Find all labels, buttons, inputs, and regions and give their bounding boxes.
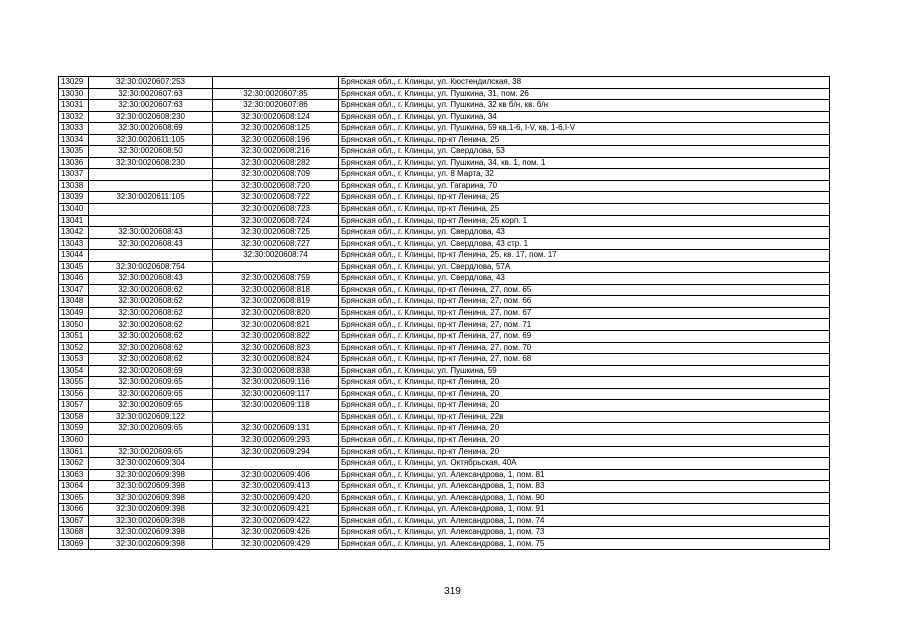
table-row bbox=[59, 377, 830, 389]
row-number-cell: 13054 bbox=[59, 365, 89, 377]
parcel-cadastral-cell: 32:30:0020608:43 bbox=[89, 227, 213, 239]
parcel-cadastral-cell: 32:30:0020608:62 bbox=[89, 319, 213, 331]
address-cell: Брянская обл., г. Клинцы, пр-кт Ленина, 25 bbox=[339, 192, 830, 204]
address-cell: Брянская обл., г. Клинцы, ул. Пушкина, 59 bbox=[339, 365, 830, 377]
table-row bbox=[59, 169, 830, 181]
object-cadastral-cell: 32:30:0020608:727 bbox=[213, 238, 339, 250]
table-row bbox=[59, 261, 830, 273]
parcel-cadastral-cell bbox=[89, 204, 213, 216]
row-number-cell: 13068 bbox=[59, 527, 89, 539]
table-row bbox=[59, 423, 830, 435]
address-cell: Брянская обл., г. Клинцы, ул. Пушкина, 59 кв.1-6, I-V, кв. 1-6,I-V bbox=[339, 123, 830, 135]
table-row bbox=[59, 146, 830, 158]
table-row bbox=[59, 88, 830, 100]
object-cadastral-cell: 32:30:0020608:709 bbox=[213, 169, 339, 181]
page-number: 319 bbox=[444, 586, 461, 597]
row-number-cell: 13044 bbox=[59, 250, 89, 262]
address-cell: Брянская обл., г. Клинцы, пр-кт Ленина, 25 корп. 1 bbox=[339, 215, 830, 227]
parcel-cadastral-cell: 32:30:0020609:65 bbox=[89, 377, 213, 389]
object-cadastral-cell bbox=[213, 261, 339, 273]
address-cell: Брянская обл., г. Клинцы, ул. 8 Марта, 32 bbox=[339, 169, 830, 181]
object-cadastral-cell: 32:30:0020607:86 bbox=[213, 100, 339, 112]
table-row bbox=[59, 100, 830, 112]
row-number-cell: 13065 bbox=[59, 492, 89, 504]
row-number-cell: 13043 bbox=[59, 238, 89, 250]
object-cadastral-cell: 32:30:0020609:429 bbox=[213, 538, 339, 550]
address-cell: Брянская обл., г. Клинцы, ул. Свердлова, 57А bbox=[339, 261, 830, 273]
parcel-cadastral-cell: 32:30:0020608:62 bbox=[89, 307, 213, 319]
address-cell: Брянская обл., г. Клинцы, ул. Александрова, 1, пом. 91 bbox=[339, 504, 830, 516]
row-number-cell: 13056 bbox=[59, 388, 89, 400]
parcel-cadastral-cell: 32:30:0020608:69 bbox=[89, 123, 213, 135]
address-cell: Брянская обл., г. Клинцы, пр-кт Ленина, 27, пом. 69 bbox=[339, 331, 830, 343]
object-cadastral-cell: 32:30:0020609:131 bbox=[213, 423, 339, 435]
parcel-cadastral-cell: 32:30:0020607:63 bbox=[89, 100, 213, 112]
row-number-cell: 13051 bbox=[59, 331, 89, 343]
registry-table-body bbox=[59, 77, 830, 550]
address-cell: Брянская обл., г. Клинцы, пр-кт Ленина, 25 bbox=[339, 204, 830, 216]
table-row bbox=[59, 400, 830, 412]
object-cadastral-cell: 32:30:0020608:823 bbox=[213, 342, 339, 354]
object-cadastral-cell: 32:30:0020609:406 bbox=[213, 469, 339, 481]
address-cell: Брянская обл., г. Клинцы, пр-кт Ленина, 22в bbox=[339, 411, 830, 423]
table-row bbox=[59, 492, 830, 504]
table-row bbox=[59, 307, 830, 319]
parcel-cadastral-cell: 32:30:0020607:63 bbox=[89, 88, 213, 100]
row-number-cell: 13033 bbox=[59, 123, 89, 135]
address-cell: Брянская обл., г. Клинцы, пр-кт Ленина, 27, пом. 71 bbox=[339, 319, 830, 331]
row-number-cell: 13057 bbox=[59, 400, 89, 412]
table-row bbox=[59, 238, 830, 250]
row-number-cell: 13049 bbox=[59, 307, 89, 319]
table-row bbox=[59, 354, 830, 366]
object-cadastral-cell: 32:30:0020609:421 bbox=[213, 504, 339, 516]
address-cell: Брянская обл., г. Клинцы, пр-кт Ленина, 25 bbox=[339, 134, 830, 146]
table-row bbox=[59, 296, 830, 308]
parcel-cadastral-cell: 32:30:0020607:253 bbox=[89, 77, 213, 89]
object-cadastral-cell bbox=[213, 458, 339, 470]
parcel-cadastral-cell: 32:30:0020609:398 bbox=[89, 481, 213, 493]
address-cell: Брянская обл., г. Клинцы, ул. Пушкина, 34 bbox=[339, 111, 830, 123]
address-cell: Брянская обл., г. Клинцы, ул. Александрова, 1, пом. 74 bbox=[339, 515, 830, 527]
address-cell: Брянская обл., г. Клинцы, пр-кт Ленина, 27, пом. 70 bbox=[339, 342, 830, 354]
table-row bbox=[59, 527, 830, 539]
parcel-cadastral-cell: 32:30:0020609:304 bbox=[89, 458, 213, 470]
parcel-cadastral-cell: 32:30:0020609:398 bbox=[89, 469, 213, 481]
row-number-cell: 13066 bbox=[59, 504, 89, 516]
address-cell: Брянская обл., г. Клинцы, ул. Свердлова, 43 стр. 1 bbox=[339, 238, 830, 250]
parcel-cadastral-cell: 32:30:0020609:122 bbox=[89, 411, 213, 423]
table-row bbox=[59, 538, 830, 550]
table-row bbox=[59, 319, 830, 331]
table-row bbox=[59, 469, 830, 481]
parcel-cadastral-cell: 32:30:0020609:398 bbox=[89, 527, 213, 539]
address-cell: Брянская обл., г. Клинцы, ул. Гагарина, 70 bbox=[339, 180, 830, 192]
object-cadastral-cell: 32:30:0020608:723 bbox=[213, 204, 339, 216]
object-cadastral-cell: 32:30:0020608:838 bbox=[213, 365, 339, 377]
table-row bbox=[59, 342, 830, 354]
row-number-cell: 13053 bbox=[59, 354, 89, 366]
object-cadastral-cell bbox=[213, 411, 339, 423]
parcel-cadastral-cell: 32:30:0020608:69 bbox=[89, 365, 213, 377]
parcel-cadastral-cell: 32:30:0020608:50 bbox=[89, 146, 213, 158]
table-row bbox=[59, 481, 830, 493]
address-cell: Брянская обл., г. Клинцы, ул. Пушкина, 31, пом. 26 bbox=[339, 88, 830, 100]
parcel-cadastral-cell bbox=[89, 250, 213, 262]
table-row bbox=[59, 204, 830, 216]
address-cell: Брянская обл., г. Клинцы, пр-кт Ленина, 20 bbox=[339, 388, 830, 400]
address-cell: Брянская обл., г. Клинцы, пр-кт Ленина, 20 bbox=[339, 423, 830, 435]
object-cadastral-cell: 32:30:0020608:196 bbox=[213, 134, 339, 146]
parcel-cadastral-cell: 32:30:0020608:62 bbox=[89, 354, 213, 366]
address-cell: Брянская обл., г. Клинцы, ул. Александрова, 1, пом. 75 bbox=[339, 538, 830, 550]
address-cell: Брянская обл., г. Клинцы, ул. Свердлова, 43 bbox=[339, 227, 830, 239]
table-row bbox=[59, 180, 830, 192]
row-number-cell: 13058 bbox=[59, 411, 89, 423]
address-cell: Брянская обл., г. Клинцы, ул. Александрова, 1, пом. 83 bbox=[339, 481, 830, 493]
object-cadastral-cell: 32:30:0020608:720 bbox=[213, 180, 339, 192]
table-row bbox=[59, 388, 830, 400]
address-cell: Брянская обл., г. Клинцы, ул. Свердлова, 53 bbox=[339, 146, 830, 158]
object-cadastral-cell: 32:30:0020608:124 bbox=[213, 111, 339, 123]
object-cadastral-cell: 32:30:0020608:725 bbox=[213, 227, 339, 239]
table-row bbox=[59, 77, 830, 89]
object-cadastral-cell: 32:30:0020609:413 bbox=[213, 481, 339, 493]
row-number-cell: 13061 bbox=[59, 446, 89, 458]
parcel-cadastral-cell: 32:30:0020611:105 bbox=[89, 192, 213, 204]
object-cadastral-cell: 32:30:0020609:118 bbox=[213, 400, 339, 412]
registry-table bbox=[58, 76, 830, 550]
parcel-cadastral-cell: 32:30:0020608:43 bbox=[89, 238, 213, 250]
row-number-cell: 13064 bbox=[59, 481, 89, 493]
table-row bbox=[59, 434, 830, 446]
object-cadastral-cell: 32:30:0020609:294 bbox=[213, 446, 339, 458]
table-row bbox=[59, 458, 830, 470]
parcel-cadastral-cell bbox=[89, 215, 213, 227]
table-row bbox=[59, 331, 830, 343]
address-cell: Брянская обл., г. Клинцы, ул. Пушкина, 32 кв б/н, кв. б/н bbox=[339, 100, 830, 112]
object-cadastral-cell: 32:30:0020608:125 bbox=[213, 123, 339, 135]
parcel-cadastral-cell: 32:30:0020609:65 bbox=[89, 423, 213, 435]
row-number-cell: 13047 bbox=[59, 284, 89, 296]
address-cell: Брянская обл., г. Клинцы, пр-кт Ленина, 25, кв. 17, пом. 17 bbox=[339, 250, 830, 262]
object-cadastral-cell: 32:30:0020609:117 bbox=[213, 388, 339, 400]
row-number-cell: 13030 bbox=[59, 88, 89, 100]
address-cell: Брянская обл., г. Клинцы, пр-кт Ленина, 20 bbox=[339, 400, 830, 412]
address-cell: Брянская обл., г. Клинцы, ул. Кюстендилская, 38 bbox=[339, 77, 830, 89]
address-cell: Брянская обл., г. Клинцы, пр-кт Ленина, 27, пом. 68 bbox=[339, 354, 830, 366]
row-number-cell: 13034 bbox=[59, 134, 89, 146]
row-number-cell: 13035 bbox=[59, 146, 89, 158]
row-number-cell: 13038 bbox=[59, 180, 89, 192]
parcel-cadastral-cell bbox=[89, 434, 213, 446]
row-number-cell: 13032 bbox=[59, 111, 89, 123]
parcel-cadastral-cell: 32:30:0020609:398 bbox=[89, 492, 213, 504]
table-row bbox=[59, 515, 830, 527]
parcel-cadastral-cell bbox=[89, 169, 213, 181]
object-cadastral-cell: 32:30:0020608:759 bbox=[213, 273, 339, 285]
object-cadastral-cell bbox=[213, 77, 339, 89]
object-cadastral-cell: 32:30:0020609:426 bbox=[213, 527, 339, 539]
parcel-cadastral-cell: 32:30:0020609:65 bbox=[89, 446, 213, 458]
row-number-cell: 13048 bbox=[59, 296, 89, 308]
table-row bbox=[59, 134, 830, 146]
table-row bbox=[59, 446, 830, 458]
address-cell: Брянская обл., г. Клинцы, ул. Свердлова, 43 bbox=[339, 273, 830, 285]
row-number-cell: 13039 bbox=[59, 192, 89, 204]
table-row bbox=[59, 123, 830, 135]
row-number-cell: 13069 bbox=[59, 538, 89, 550]
address-cell: Брянская обл., г. Клинцы, пр-кт Ленина, 20 bbox=[339, 434, 830, 446]
table-row bbox=[59, 215, 830, 227]
row-number-cell: 13042 bbox=[59, 227, 89, 239]
table-row bbox=[59, 411, 830, 423]
table-row bbox=[59, 250, 830, 262]
row-number-cell: 13029 bbox=[59, 77, 89, 89]
row-number-cell: 13037 bbox=[59, 169, 89, 181]
row-number-cell: 13045 bbox=[59, 261, 89, 273]
row-number-cell: 13046 bbox=[59, 273, 89, 285]
row-number-cell: 13067 bbox=[59, 515, 89, 527]
row-number-cell: 13040 bbox=[59, 204, 89, 216]
table-row bbox=[59, 273, 830, 285]
table-row bbox=[59, 157, 830, 169]
row-number-cell: 13055 bbox=[59, 377, 89, 389]
object-cadastral-cell: 32:30:0020608:821 bbox=[213, 319, 339, 331]
parcel-cadastral-cell: 32:30:0020609:65 bbox=[89, 388, 213, 400]
row-number-cell: 13062 bbox=[59, 458, 89, 470]
table-row bbox=[59, 504, 830, 516]
table-row bbox=[59, 227, 830, 239]
row-number-cell: 13060 bbox=[59, 434, 89, 446]
object-cadastral-cell: 32:30:0020608:820 bbox=[213, 307, 339, 319]
object-cadastral-cell: 32:30:0020608:818 bbox=[213, 284, 339, 296]
table-row bbox=[59, 365, 830, 377]
address-cell: Брянская обл., г. Клинцы, пр-кт Ленина, 20 bbox=[339, 446, 830, 458]
object-cadastral-cell: 32:30:0020609:422 bbox=[213, 515, 339, 527]
parcel-cadastral-cell: 32:30:0020608:62 bbox=[89, 284, 213, 296]
address-cell: Брянская обл., г. Клинцы, ул. Александрова, 1, пом. 73 bbox=[339, 527, 830, 539]
parcel-cadastral-cell: 32:30:0020608:230 bbox=[89, 111, 213, 123]
parcel-cadastral-cell: 32:30:0020611:105 bbox=[89, 134, 213, 146]
parcel-cadastral-cell: 32:30:0020608:230 bbox=[89, 157, 213, 169]
address-cell: Брянская обл., г. Клинцы, пр-кт Ленина, 27, пом. 67 bbox=[339, 307, 830, 319]
table-row bbox=[59, 111, 830, 123]
address-cell: Брянская обл., г. Клинцы, ул. Октябрьская, 40А bbox=[339, 458, 830, 470]
parcel-cadastral-cell: 32:30:0020608:62 bbox=[89, 331, 213, 343]
object-cadastral-cell: 32:30:0020608:824 bbox=[213, 354, 339, 366]
row-number-cell: 13031 bbox=[59, 100, 89, 112]
object-cadastral-cell: 32:30:0020608:822 bbox=[213, 331, 339, 343]
object-cadastral-cell: 32:30:0020609:293 bbox=[213, 434, 339, 446]
parcel-cadastral-cell bbox=[89, 180, 213, 192]
table-row bbox=[59, 284, 830, 296]
object-cadastral-cell: 32:30:0020608:819 bbox=[213, 296, 339, 308]
row-number-cell: 13041 bbox=[59, 215, 89, 227]
row-number-cell: 13050 bbox=[59, 319, 89, 331]
parcel-cadastral-cell: 32:30:0020609:65 bbox=[89, 400, 213, 412]
parcel-cadastral-cell: 32:30:0020608:43 bbox=[89, 273, 213, 285]
object-cadastral-cell: 32:30:0020609:420 bbox=[213, 492, 339, 504]
parcel-cadastral-cell: 32:30:0020609:398 bbox=[89, 504, 213, 516]
parcel-cadastral-cell: 32:30:0020608:62 bbox=[89, 296, 213, 308]
row-number-cell: 13059 bbox=[59, 423, 89, 435]
object-cadastral-cell: 32:30:0020608:724 bbox=[213, 215, 339, 227]
address-cell: Брянская обл., г. Клинцы, ул. Александрова, 1, пом. 90 bbox=[339, 492, 830, 504]
parcel-cadastral-cell: 32:30:0020609:398 bbox=[89, 515, 213, 527]
object-cadastral-cell: 32:30:0020608:74 bbox=[213, 250, 339, 262]
parcel-cadastral-cell: 32:30:0020608:754 bbox=[89, 261, 213, 273]
object-cadastral-cell: 32:30:0020608:216 bbox=[213, 146, 339, 158]
address-cell: Брянская обл., г. Клинцы, пр-кт Ленина, 20 bbox=[339, 377, 830, 389]
address-cell: Брянская обл., г. Клинцы, ул. Пушкина, 34, кв. 1, пом. 1 bbox=[339, 157, 830, 169]
row-number-cell: 13063 bbox=[59, 469, 89, 481]
table-row bbox=[59, 192, 830, 204]
row-number-cell: 13052 bbox=[59, 342, 89, 354]
row-number-cell: 13036 bbox=[59, 157, 89, 169]
object-cadastral-cell: 32:30:0020608:282 bbox=[213, 157, 339, 169]
address-cell: Брянская обл., г. Клинцы, ул. Александрова, 1, пом. 81 bbox=[339, 469, 830, 481]
object-cadastral-cell: 32:30:0020609:116 bbox=[213, 377, 339, 389]
parcel-cadastral-cell: 32:30:0020608:62 bbox=[89, 342, 213, 354]
address-cell: Брянская обл., г. Клинцы, пр-кт Ленина, 27, пом. 66 bbox=[339, 296, 830, 308]
object-cadastral-cell: 32:30:0020607:85 bbox=[213, 88, 339, 100]
object-cadastral-cell: 32:30:0020608:722 bbox=[213, 192, 339, 204]
parcel-cadastral-cell: 32:30:0020609:398 bbox=[89, 538, 213, 550]
address-cell: Брянская обл., г. Клинцы, пр-кт Ленина, 27, пом. 65 bbox=[339, 284, 830, 296]
